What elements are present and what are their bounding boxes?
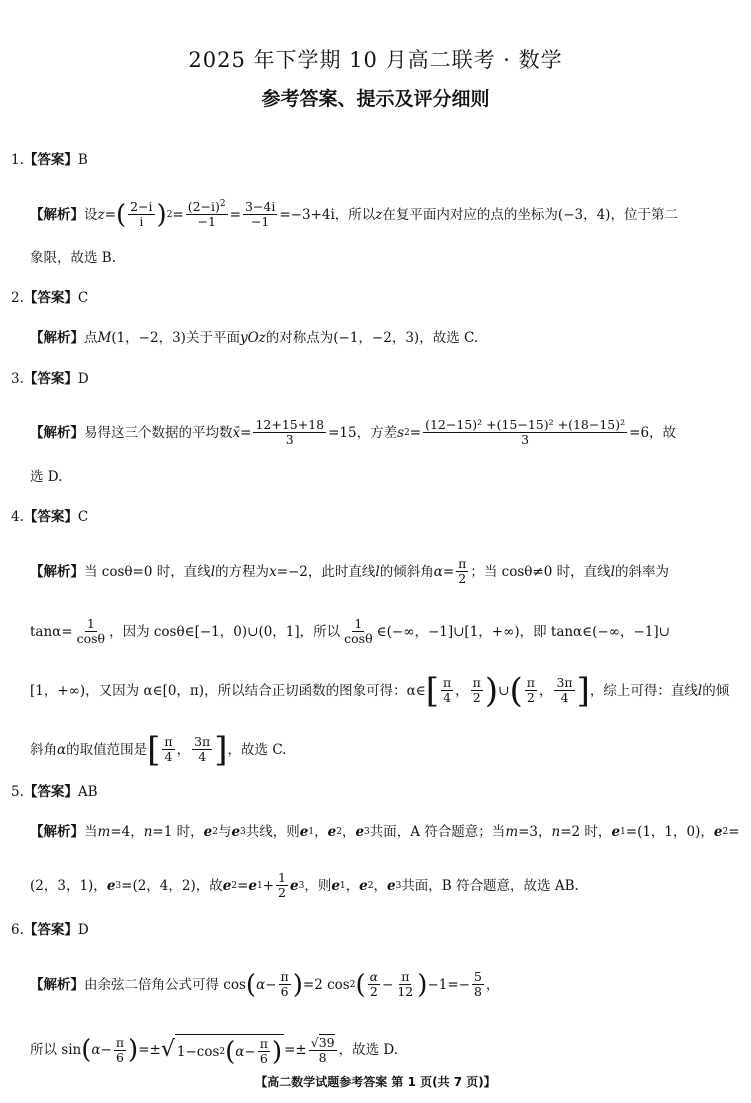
analysis-label: 【解析】 (30, 563, 84, 580)
answer-label: 【答案】 (23, 371, 78, 387)
answer-label: 【答案】 (23, 784, 78, 800)
analysis-label: 【解析】 (30, 330, 84, 346)
q6-analysis-line-2: 所以 sin ( α − $\frac{\pi}{6}$ ) =± √ 1−cos 2 ( α − $\frac{\pi}{6}$ ) =± $\frac{√39}{8}$ ，故选 D. (30, 1034, 399, 1067)
square-root: √ 1−cos 2 ( α − $\frac{\pi}{6}$ ) (160, 1036, 283, 1067)
fraction: $\frac{\pi}{12}$ (397, 969, 414, 999)
q4-analysis-line-1: 【解析】 当 cosθ=0 时，直线 l 的方程为 x =−2，此时直线 l 的倾斜角 α = $\frac{\pi}{2}$ ；当 cosθ≠0 时，直线 l 的斜率为 (30, 556, 669, 586)
q3-answer-line (11, 369, 89, 389)
fraction: $\frac{\pi}{6}$ (115, 1034, 125, 1065)
q3-analysis-line-2: 选 D. (30, 469, 63, 485)
fraction: $\frac{(2-i)^2}{-1}$ (187, 198, 226, 229)
q4-analysis-line-2: tanα= $\frac{1}{\cos\theta}$ ，因为 cosθ∈[−1，0)∪(0，1]，所以 $\frac{1}{\cos\theta}$ ∈(−∞，−1]∪[1，+∞)，即 tanα∈(−∞，−1]∪ (30, 616, 670, 646)
q5-answer-line (11, 782, 98, 802)
q5-analysis-line-1: 【解析】 当 m =4， n =1 时， e 2 与 e 3 共线，则 e 1 ， e 2 ， e 3 共面，A 符合题意；当 m =3， n =2 时， e 1 =(1，1，0)， e 2 = (30, 824, 740, 840)
fraction: $\frac{12+15+18}{3}$ (255, 417, 325, 447)
fraction: $\frac{1}{2}$ (278, 870, 286, 900)
question-number: 4. (11, 509, 24, 525)
q6-answer-line (11, 920, 89, 940)
fraction: $\frac{\text{(12−15)² +(15−15)² +(18−15)²}}{3}$ (425, 417, 626, 447)
answer-label: 【答案】 (23, 290, 78, 306)
answer-label: 【答案】 (23, 509, 78, 525)
page-subtitle: 参考答案、提示及评分细则 (261, 88, 490, 110)
answer-value: B (77, 152, 88, 168)
answer-value: AB (77, 784, 98, 800)
fraction: $\frac{\pi}{2}$ (458, 556, 467, 586)
fraction: $\frac{\pi}{4}$ (442, 675, 452, 705)
question-number: 3. (11, 371, 24, 387)
answer-label: 【答案】 (23, 922, 78, 938)
q1-analysis-line: 【解析】 设 z = ( $\frac{2-i}{i}$ ) 2 = $\frac{(2-i)^2}{-1}$ = $\frac{3-4i}{-1}$ =−3+4i，所以 z 在复平面内对应的点的坐标为(−3，4)，位于第二 (30, 198, 678, 230)
q4-answer-line (11, 507, 88, 527)
analysis-label: 【解析】 (30, 976, 84, 993)
q5-analysis-line-2: (2，3，1)， e 3 =(2，4，2)，故 e 2 = e 1 + $\frac{1}{2}$ e 3 ，则 e 1 ， e 2 ， e 3 共面，B 符合题意，故选 AB. (30, 870, 579, 900)
answer-value: D (77, 922, 89, 938)
q3-analysis-line: 【解析】 易得这三个数据的平均数 x̄ = $\frac{12+15+18}{3}$ =15，方差 s 2 = $\frac{\text{(12−15)² +(15−15)² +(18−15)²}}{3}$ =6，故 (30, 417, 677, 447)
answer-label: 【答案】 (23, 152, 78, 168)
fraction: $\frac{\pi}{4}$ (164, 734, 173, 764)
fraction: $\frac{3\pi}{4}$ (194, 734, 211, 764)
question-number: 6. (11, 922, 24, 938)
analysis-label: 【解析】 (30, 206, 84, 223)
page-footer: 【高二数学试题参考答案 第 1 页(共 7 页)】 (255, 1075, 496, 1089)
q1-answer-line (11, 150, 88, 170)
question-number: 1. (11, 152, 24, 168)
fraction: $\frac{2-i}{i}$ (130, 199, 153, 229)
analysis-label: 【解析】 (30, 824, 84, 840)
fraction: $\frac{√39}{8}$ (310, 1034, 335, 1065)
fraction: $\frac{\pi}{2}$ (526, 675, 535, 705)
fraction: $\frac{\alpha}{2}$ (369, 969, 379, 999)
page-title: 2025 年下学期 10 月高二联考 · 数学 (188, 48, 563, 72)
answer-value: C (77, 509, 89, 525)
analysis-label: 【解析】 (30, 424, 84, 441)
fraction: $\frac{\pi}{2}$ (472, 675, 481, 705)
answer-value: C (77, 290, 89, 306)
q2-analysis-line: 【解析】 点 M (1，−2，3)关于平面 yOz 的对称点为(−1，−2，3)，故选 C. (30, 330, 479, 346)
fraction: $\frac{5}{8}$ (473, 969, 482, 999)
fraction: $\frac{1}{\cos\theta}$ (76, 616, 106, 646)
q4-analysis-line-4: 斜角 α 的取值范围是 [ $\frac{\pi}{4}$ ， $\frac{3\pi}{4}$ ] ，故选 C. (30, 729, 287, 770)
question-number: 2. (11, 290, 24, 306)
q1-analysis-line-2: 象限，故选 B. (30, 250, 117, 266)
fraction: $\frac{\pi}{6}$ (280, 969, 289, 999)
q4-analysis-line-3: [1，+∞)，又因为 α∈[0，π)，所以结合正切函数的图象可得：α∈ [ $\frac{\pi}{4}$ ， $\frac{\pi}{2}$ ) ∪ ( $\frac{\pi}{2}$ ， $\frac{3\pi}{4}$ ] ，综上可得：直线 l 的倾 (30, 670, 730, 711)
question-number: 5. (11, 784, 24, 800)
answer-value: D (77, 371, 89, 387)
fraction: $\frac{1}{\cos\theta}$ (344, 616, 373, 646)
fraction: $\frac{3-4i}{-1}$ (244, 199, 276, 229)
q2-answer-line (11, 288, 88, 308)
q6-analysis-line-1: 【解析】 由余弦二倍角公式可得 cos ( α − $\frac{\pi}{6}$ ) =2 cos 2 ( $\frac{\alpha}{2}$ − $\frac{\pi}{12}$ ) −1=− $\frac{5}{8}$ ， (30, 969, 500, 1000)
fraction: $\frac{3\pi}{4}$ (556, 675, 573, 705)
